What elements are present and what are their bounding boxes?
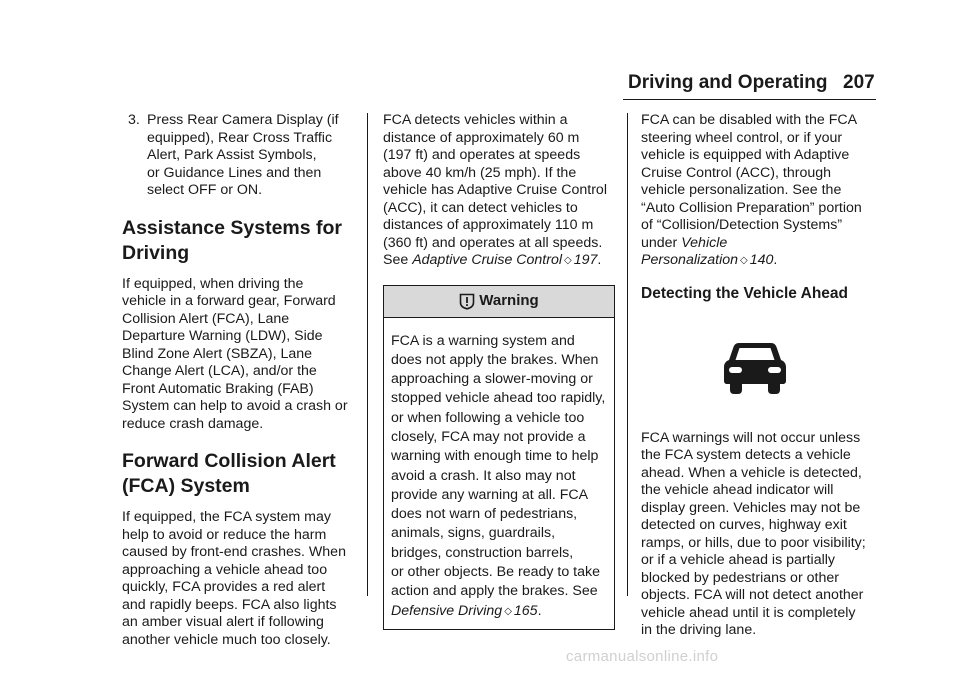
text-line: provide any warning at all. FCA bbox=[391, 486, 589, 503]
text-line: (360 ft) and operates at all speeds. bbox=[383, 234, 603, 251]
text-line: equipped), Rear Cross Traffic bbox=[147, 129, 333, 146]
warning-box bbox=[383, 285, 615, 630]
see-prefix: See bbox=[383, 252, 413, 268]
text-line: action and apply the brakes. See bbox=[391, 583, 598, 600]
text-line: vehicle is equipped with Adaptive bbox=[641, 147, 850, 163]
heading-line: Driving bbox=[122, 241, 190, 264]
cross-reference-link[interactable]: Defensive Driving bbox=[391, 602, 503, 619]
text-line: bridges, construction barrels, bbox=[391, 544, 574, 561]
subsection-heading: Detecting the Vehicle Ahead bbox=[641, 284, 849, 302]
text-line: objects. FCA will not detect another bbox=[641, 587, 864, 603]
text-line: Departure Warning (LDW), Side bbox=[122, 328, 323, 344]
warning-header bbox=[384, 286, 614, 318]
text-line: FCA is a warning system and bbox=[391, 332, 575, 349]
text-line: does not warn of pedestrians, bbox=[391, 506, 578, 523]
text-line: above 40 km/h (25 mph). If the bbox=[383, 164, 577, 181]
vehicle-ahead-figure bbox=[633, 304, 876, 430]
text-line: steering wheel control, or if your bbox=[641, 129, 843, 146]
paragraph bbox=[122, 509, 362, 649]
text-line: ramps, or hills, due to poor visibility; bbox=[641, 534, 866, 551]
text-line: warning with enough time to help bbox=[391, 448, 599, 465]
text-line: quickly, FCA provides a red alert bbox=[122, 579, 326, 595]
text-line: FCA detects vehicles within a bbox=[383, 112, 568, 128]
cross-reference-page[interactable]: 140 bbox=[749, 252, 774, 268]
text-line: If equipped, when driving the bbox=[122, 275, 304, 292]
column-right bbox=[641, 112, 876, 640]
text-line: FCA warnings will not occur unless bbox=[641, 429, 861, 446]
text-line: an amber visual alert if following bbox=[122, 614, 324, 630]
text-line: If equipped, the FCA system may bbox=[122, 509, 331, 525]
warning-body bbox=[384, 318, 614, 629]
paragraph bbox=[122, 276, 362, 434]
text-line: (ACC), it can detect vehicles to bbox=[383, 199, 578, 216]
text-line: and rapidly beeps. FCA also lights bbox=[122, 596, 337, 613]
text-line: Alert, Park Assist Symbols, bbox=[147, 147, 317, 163]
paragraph bbox=[641, 112, 876, 270]
cross-reference-link[interactable]: Personalization bbox=[641, 252, 739, 268]
text-line: of “Collision/Detection Systems” bbox=[641, 217, 843, 233]
text-line: closely, FCA may not provide a bbox=[391, 428, 586, 445]
text-line: approaching a slower-moving or bbox=[391, 371, 593, 388]
punctuation: . bbox=[537, 602, 542, 619]
text-line: Cruise Control (ACC), through bbox=[641, 164, 832, 181]
text-line: avoid a crash. It also may not bbox=[391, 467, 576, 484]
text-line: the vehicle ahead indicator will bbox=[641, 482, 834, 498]
section-heading bbox=[122, 449, 362, 499]
text-line: select OFF or ON. bbox=[147, 182, 263, 198]
column-divider bbox=[627, 113, 628, 596]
text-line: approaching a vehicle ahead too bbox=[122, 561, 328, 578]
text-line: (197 ft) and operates at speeds bbox=[383, 147, 581, 163]
text-line bbox=[383, 252, 615, 270]
text-line bbox=[391, 602, 609, 621]
text-line bbox=[641, 235, 876, 253]
text-line: blocked by pedestrians or other bbox=[641, 569, 839, 586]
text-line: distances of approximately 110 m bbox=[383, 217, 594, 233]
text-line: vehicle personalization. See the bbox=[641, 182, 842, 198]
column-divider bbox=[367, 113, 368, 596]
text-line: Collision Alert (FCA), Lane bbox=[122, 310, 290, 327]
step-number: 3. bbox=[128, 112, 140, 128]
step-item bbox=[128, 112, 362, 200]
text-line: Press Rear Camera Display (if bbox=[147, 112, 339, 128]
heading-line: Forward Collision Alert bbox=[122, 450, 336, 472]
cross-reference-page[interactable]: 197 bbox=[573, 252, 598, 268]
text-line: distance of approximately 60 m bbox=[383, 129, 580, 146]
text-line: Change Alert (LCA), and/or the bbox=[122, 363, 317, 379]
column-middle bbox=[383, 112, 615, 630]
heading-line: Assistance Systems for bbox=[122, 216, 343, 239]
warning-title: Warning bbox=[479, 292, 539, 310]
page-number: 207 bbox=[843, 72, 875, 93]
cross-reference-page[interactable]: 165 bbox=[513, 602, 538, 619]
cross-reference-link[interactable]: Vehicle bbox=[681, 234, 728, 251]
text-line: vehicle ahead until it is completely bbox=[641, 604, 856, 621]
cross-reference-link[interactable]: Adaptive Cruise Control bbox=[412, 252, 563, 268]
text-line: display green. Vehicles may not be bbox=[641, 499, 861, 516]
text-line: caused by front-end crashes. When bbox=[122, 544, 346, 560]
step-text bbox=[147, 112, 339, 200]
text-line: in the driving lane. bbox=[641, 622, 757, 638]
text-line: another vehicle much too closely. bbox=[122, 631, 331, 648]
text-line: Front Automatic Braking (FAB) bbox=[122, 380, 314, 397]
text-line: ahead. When a vehicle is detected, bbox=[641, 464, 862, 481]
text-line: does not apply the brakes. When bbox=[391, 351, 599, 368]
text-line: or when following a vehicle too bbox=[391, 409, 585, 426]
punctuation: . bbox=[597, 252, 602, 268]
text-line: System can help to avoid a crash or bbox=[122, 398, 348, 414]
text-line: vehicle has Adaptive Cruise Control bbox=[383, 182, 607, 198]
text-line: reduce crash damage. bbox=[122, 415, 264, 432]
watermark-brand: carmanualsonline.info bbox=[566, 648, 719, 665]
text-line: vehicle in a forward gear, Forward bbox=[122, 293, 336, 309]
text-line: stopped vehicle ahead too rapidly, bbox=[391, 390, 606, 407]
heading-line: (FCA) System bbox=[122, 475, 250, 497]
page-ref-arrow-icon: ◇ bbox=[564, 255, 572, 266]
text-line: or if a vehicle ahead is partially bbox=[641, 552, 835, 568]
warning-shield-icon bbox=[459, 293, 475, 310]
column-left bbox=[122, 112, 362, 649]
section-title: Driving and Operating bbox=[628, 72, 828, 93]
text-line: or Guidance Lines and then bbox=[147, 164, 322, 181]
text-line: “Auto Collision Preparation” portion bbox=[641, 199, 862, 216]
text-line: Blind Zone Alert (SBZA), Lane bbox=[122, 345, 313, 362]
vehicle-ahead-icon bbox=[724, 339, 786, 395]
under-prefix: under bbox=[641, 234, 682, 251]
section-heading bbox=[122, 216, 362, 266]
page-ref-arrow-icon: ◇ bbox=[504, 605, 512, 617]
paragraph bbox=[383, 112, 615, 270]
header-rule bbox=[623, 99, 876, 100]
text-line: FCA can be disabled with the FCA bbox=[641, 112, 858, 128]
text-line bbox=[641, 252, 876, 270]
text-line: animals, signs, guardrails, bbox=[391, 525, 556, 542]
text-line: or other objects. Be ready to take bbox=[391, 564, 600, 581]
text-line: detected on curves, highway exit bbox=[641, 517, 847, 533]
text-line: the FCA system detects a vehicle bbox=[641, 447, 851, 463]
text-line: help to avoid or reduce the harm bbox=[122, 526, 327, 543]
paragraph bbox=[641, 430, 876, 640]
page-ref-arrow-icon: ◇ bbox=[740, 255, 748, 266]
punctuation: . bbox=[773, 252, 778, 268]
